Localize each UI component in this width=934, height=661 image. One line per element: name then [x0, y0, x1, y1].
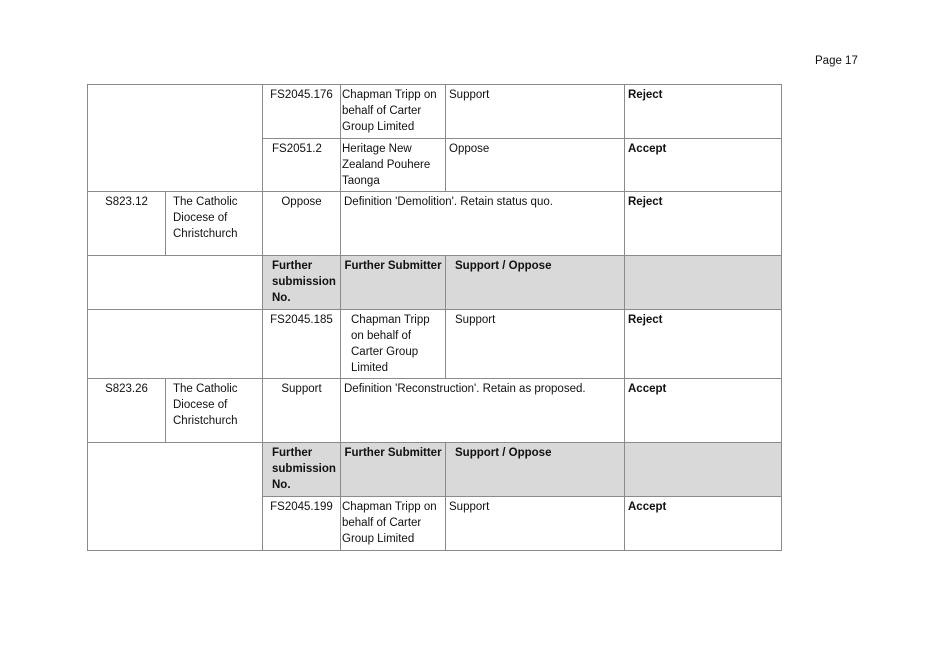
blank-cell	[88, 310, 263, 379]
further-submission-number: FS2051.2	[263, 139, 341, 192]
blank-cell	[88, 443, 263, 551]
decision: Reject	[625, 310, 782, 379]
position: Oppose	[263, 192, 341, 256]
header-further-submission-no: Further submission No.	[263, 256, 341, 310]
position: Support	[446, 310, 625, 379]
table-row	[88, 192, 782, 256]
decision: Accept	[625, 497, 782, 551]
submitter: The Catholic Diocese of Christchurch	[166, 192, 263, 256]
further-submission-number: FS2045.176	[263, 85, 341, 139]
position: Support	[263, 379, 341, 443]
position: Support	[446, 85, 625, 139]
header-support-oppose: Support / Oppose	[446, 256, 625, 310]
decision: Reject	[625, 85, 782, 139]
submissions-table	[87, 84, 782, 551]
submission-id: S823.12	[88, 192, 166, 256]
further-submitter: Chapman Tripp on behalf of Carter Group Limited	[341, 310, 446, 379]
position: Support	[446, 497, 625, 551]
further-submitter: Chapman Tripp on behalf of Carter Group Limited	[341, 85, 446, 139]
header-further-submission-no: Further submission No.	[263, 443, 341, 497]
page-number: Page 17	[815, 55, 858, 67]
header-further-submitter: Further Submitter	[341, 256, 446, 310]
header-support-oppose: Support / Oppose	[446, 443, 625, 497]
table-row	[88, 310, 782, 379]
further-header-row	[88, 256, 782, 310]
further-submission-number: FS2045.185	[263, 310, 341, 379]
header-blank	[625, 443, 782, 497]
further-submission-number: FS2045.199	[263, 497, 341, 551]
header-further-submitter: Further Submitter	[341, 443, 446, 497]
decision: Accept	[625, 379, 782, 443]
further-submitter: Heritage New Zealand Pouhere Taonga	[341, 139, 446, 192]
table-row	[88, 85, 782, 139]
submission-id: S823.26	[88, 379, 166, 443]
further-submitter: Chapman Tripp on behalf of Carter Group Limited	[341, 497, 446, 551]
submitter: The Catholic Diocese of Christchurch	[166, 379, 263, 443]
decision: Accept	[625, 139, 782, 192]
decision: Reject	[625, 192, 782, 256]
blank-cell	[88, 85, 263, 192]
summary: Definition 'Demolition'. Retain status quo.	[341, 192, 625, 256]
header-blank	[625, 256, 782, 310]
summary: Definition 'Reconstruction'. Retain as proposed.	[341, 379, 625, 443]
table-row	[88, 379, 782, 443]
position: Oppose	[446, 139, 625, 192]
blank-cell	[88, 256, 263, 310]
further-header-row	[88, 443, 782, 497]
